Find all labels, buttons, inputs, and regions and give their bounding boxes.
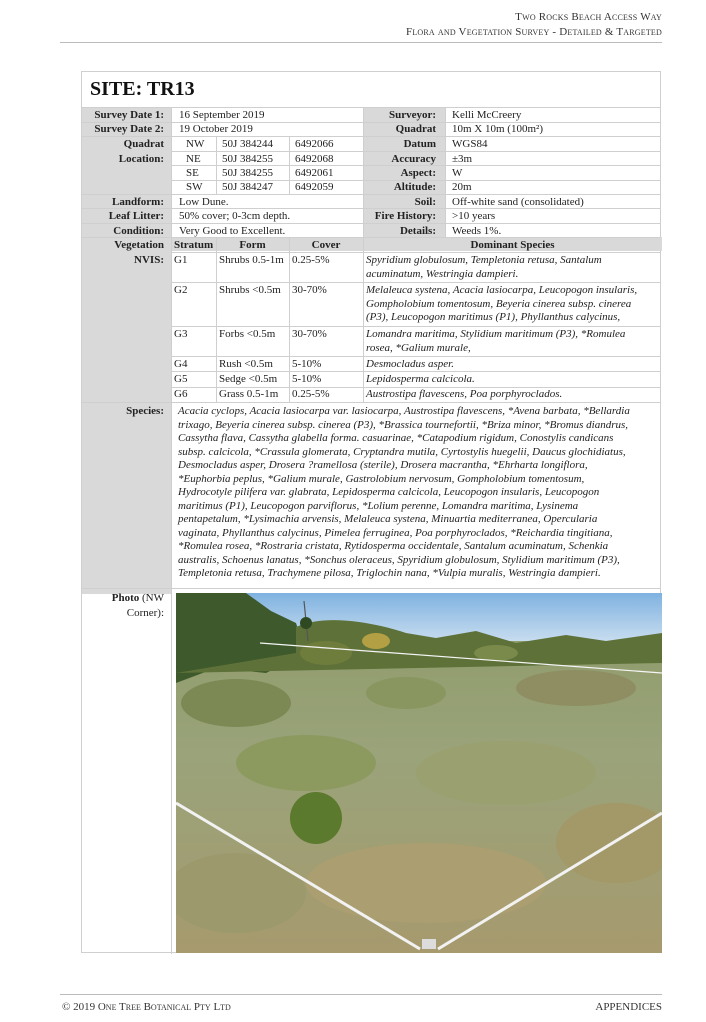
corner-label: NE — [186, 153, 201, 165]
corner-northing: 6492061 — [295, 167, 334, 179]
value-datum: WGS84 — [452, 138, 488, 150]
label-vegetation-2: NVIS: — [134, 254, 164, 266]
label-altitude: Altitude: — [393, 181, 436, 193]
header-project: Two Rocks Beach Access Way — [515, 11, 662, 23]
veg-dominant-species: Lomandra maritima, Stylidium maritimum (P3), *Romulea rosea, *Galium murale, — [366, 328, 626, 354]
veg-stratum: G5 — [174, 373, 188, 385]
veg-stratum: G2 — [174, 284, 188, 296]
label-quadrat: Quadrat — [395, 123, 436, 135]
label-datum: Datum — [403, 138, 436, 150]
veg-dominant-species: Spyridium globulosum, Templetonia retusa, Santalum acuminatum, Westringia dampieri. — [366, 254, 602, 280]
veg-form: Rush <0.5m — [219, 358, 273, 370]
corner-easting: 50J 384247 — [222, 181, 274, 193]
label-vegetation-1: Vegetation — [114, 239, 164, 251]
document-header — [406, 10, 662, 40]
corner-label: SE — [186, 167, 199, 179]
header-report: Flora and Vegetation Survey - Detailed & Targeted — [406, 26, 662, 38]
corner-easting: 50J 384255 — [222, 167, 274, 179]
label-survey-date-1: Survey Date 1: — [94, 109, 164, 121]
label-survey-date-2: Survey Date 2: — [94, 123, 164, 135]
value-survey-date-1: 16 September 2019 — [179, 109, 265, 121]
veg-form: Sedge <0.5m — [219, 373, 278, 385]
value-leaf-litter: 50% cover; 0-3cm depth. — [179, 210, 291, 222]
label-photo-corner-1: (NW — [142, 592, 164, 604]
site-sheet — [81, 71, 661, 953]
value-condition: Very Good to Excellent. — [179, 225, 286, 237]
label-species: Species: — [126, 405, 164, 417]
label-photo-corner-2: Corner): — [126, 607, 164, 619]
label-surveyor: Surveyor: — [388, 109, 436, 121]
veg-dominant-species: Desmocladus asper. — [366, 358, 454, 370]
value-altitude: 20m — [452, 181, 472, 193]
corner-label: NW — [186, 138, 205, 150]
corner-northing: 6492066 — [295, 138, 334, 150]
veg-stratum: G4 — [174, 358, 188, 370]
site-photo — [176, 593, 662, 953]
veg-form: Shrubs <0.5m — [219, 284, 281, 296]
veg-header-stratum: Stratum — [174, 239, 214, 251]
veg-dominant-species: Melaleuca systena, Acacia lasiocarpa, Leucopogon insularis, Gompholobium tomentosum, Beyeria cinerea subsp. cinerea (P3), Leucopogon maritimus (P1), Phyllanthus calycinus, — [366, 284, 638, 323]
veg-cover: 30-70% — [292, 328, 327, 340]
value-accuracy: ±3m — [452, 153, 473, 165]
label-quadrat-location-2: Location: — [118, 153, 164, 165]
site-title: SITE: TR13 — [90, 78, 195, 100]
value-soil: Off-white sand (consolidated) — [452, 196, 584, 208]
label-fire-history: Fire History: — [374, 210, 436, 222]
label-photo-word: Photo — [111, 592, 140, 604]
footer-rule — [60, 994, 662, 995]
label-details: Details: — [399, 225, 436, 237]
header-rule — [60, 42, 662, 43]
corner-easting: 50J 384244 — [222, 138, 274, 150]
corner-northing: 6492068 — [295, 153, 334, 165]
label-photo — [112, 592, 164, 604]
veg-form: Shrubs 0.5-1m — [219, 254, 284, 266]
veg-stratum: G6 — [174, 388, 188, 400]
value-fire-history: >10 years — [452, 210, 496, 222]
label-condition: Condition: — [113, 225, 164, 237]
corner-label: SW — [186, 181, 203, 193]
label-leaf-litter: Leaf Litter: — [108, 210, 164, 222]
label-accuracy: Accuracy — [391, 153, 436, 165]
label-aspect: Aspect: — [400, 167, 436, 179]
veg-cover: 5-10% — [292, 373, 322, 385]
value-landform: Low Dune. — [179, 196, 229, 208]
value-details: Weeds 1%. — [452, 225, 502, 237]
label-landform: Landform: — [112, 196, 164, 208]
footer-section: APPENDICES — [595, 1001, 662, 1013]
veg-header-species: Dominant Species — [470, 239, 555, 251]
value-surveyor: Kelli McCreery — [452, 109, 522, 121]
value-quadrat: 10m X 10m (100m²) — [452, 123, 543, 135]
veg-form: Forbs <0.5m — [219, 328, 276, 340]
value-aspect: W — [452, 167, 463, 179]
label-quadrat-location-1: Quadrat — [123, 138, 164, 150]
corner-northing: 6492059 — [295, 181, 334, 193]
corner-easting: 50J 384255 — [222, 153, 274, 165]
veg-form: Grass 0.5-1m — [219, 388, 279, 400]
veg-stratum: G1 — [174, 254, 188, 266]
footer-copyright: © 2019 One Tree Botanical Pty Ltd — [62, 1001, 231, 1013]
veg-header-form: Form — [239, 239, 266, 251]
value-survey-date-2: 19 October 2019 — [179, 123, 253, 135]
veg-stratum: G3 — [174, 328, 188, 340]
veg-cover: 0.25-5% — [292, 254, 330, 266]
veg-dominant-species: Austrostipa flavescens, Poa porphyroclados. — [366, 388, 563, 400]
veg-cover: 30-70% — [292, 284, 327, 296]
label-soil: Soil: — [414, 196, 436, 208]
veg-header-cover: Cover — [311, 239, 341, 251]
veg-dominant-species: Lepidosperma calcicola. — [366, 373, 475, 385]
species-list: Acacia cyclops, Acacia lasiocarpa var. lasiocarpa, Austrostipa flavescens, *Avena barbata, *Bellardia trixago, Beyeria cinerea subsp. cinerea (P3), *Brassica tournefortii, *Briza minor, *Bromus diandrus, Cassytha flava, Cassytha glabella forma. casuarinae, *Catapodium rigidum, Conostylis candicans subsp. calcicola, *Crassula glomerata, Cryptandra mutila, Cyrtostylis huegelii, Daucus glochidiatus, Desmocladus asper, Drosera ?ramellosa (sterile), Drosera macrantha, *Ehrharta longiflora, *Euphorbia peplus, *Galium murale, Gastrolobium nervosum, Gompholobium tomentosum, Hydrocotyle pilifera var. glabrata, Lepidosperma calcicola, Leucopogon insularis, Leucopogon maritimus (P1), Leucopogon parviflorus, *Lolium perenne, Lomandra maritima, Lysinema pentapetalum, *Lysimachia arvensis, Melaleuca systena, Minuartia mediterranea, Opercularia vaginata, Phyllanthus calycinus, Pimelea ferruginea, Poa porphyroclados, *Reichardia tingitiana, *Romulea rosea, *Rostraria cristata, Rytidosperma occidentale, Santalum acuminatum, Schenkia australis, Schoenus lanatus, *Sonchus oleraceus, Spyridium globulosum, Stylidium maritimum (P3), Templetonia retusa, Trachymene pilosa, Triglochin nana, *Vulpia muralis, Westringia dampieri. — [178, 405, 630, 579]
veg-cover: 5-10% — [292, 358, 322, 370]
veg-cover: 0.25-5% — [292, 388, 330, 400]
